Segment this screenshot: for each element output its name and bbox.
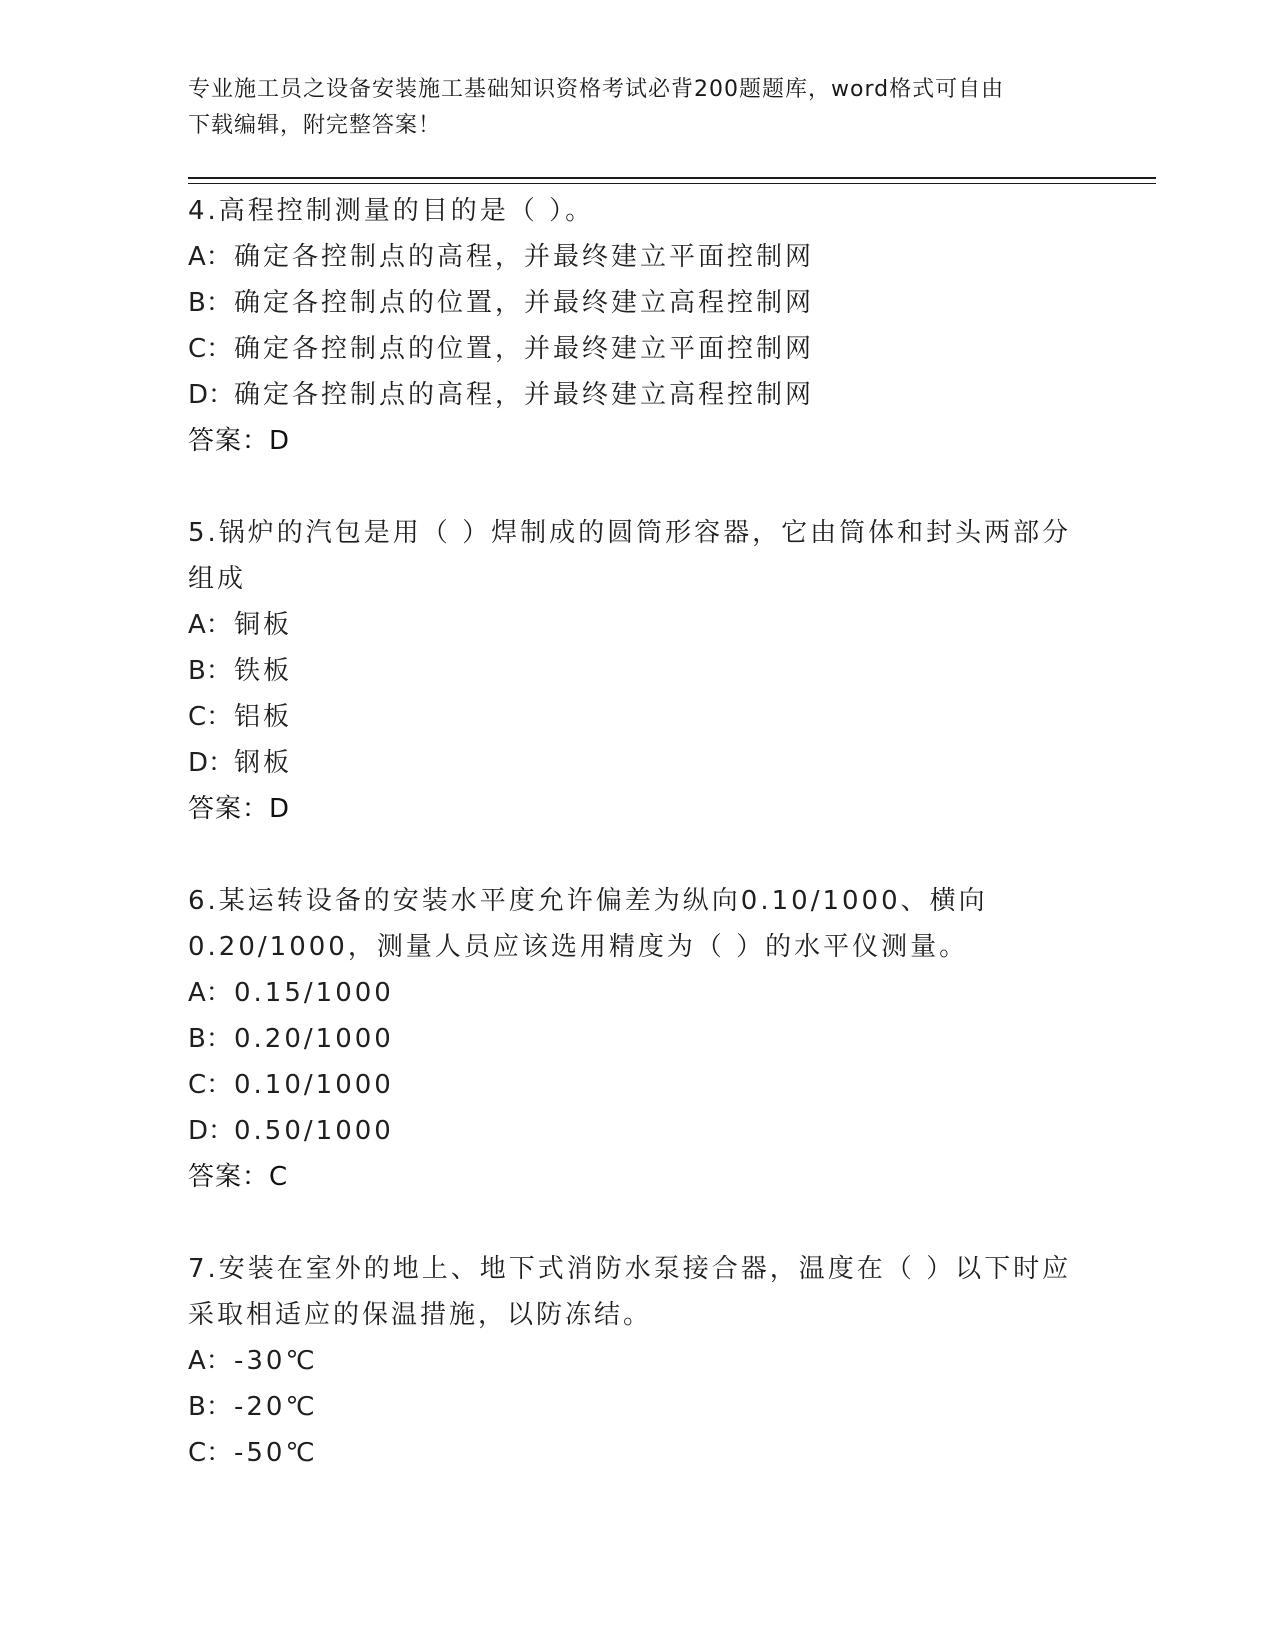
option-row <box>188 372 1088 418</box>
option-row <box>188 740 1088 786</box>
question-stem-line: 4.高程控制测量的目的是（ ）。 <box>188 196 595 226</box>
option-row <box>188 648 1088 694</box>
question-spacer <box>188 1200 1088 1246</box>
option-row <box>188 1384 1088 1430</box>
option-row <box>188 694 1088 740</box>
option-text: 钢板 <box>234 748 293 778</box>
option-label: A： <box>188 242 232 272</box>
option-label: C： <box>188 334 233 364</box>
option-text: 铁板 <box>234 656 293 686</box>
option-label: D： <box>188 1116 235 1146</box>
question-spacer <box>188 832 1088 878</box>
option-row <box>188 602 1088 648</box>
option-text: 确定各控制点的高程，并最终建立平面控制网 <box>234 242 815 272</box>
question-block <box>188 1246 1088 1476</box>
question-block <box>188 510 1088 832</box>
option-row <box>188 1338 1088 1384</box>
option-text: -50℃ <box>234 1438 318 1468</box>
option-text: 确定各控制点的位置，并最终建立平面控制网 <box>234 334 815 364</box>
header-line-1: 专业施工员之设备安装施工基础知识资格考试必背200题题库，word格式可自由 <box>188 77 1005 102</box>
header-line-2: 下载编辑，附完整答案！ <box>188 113 442 138</box>
option-label: C： <box>188 702 233 732</box>
question-block <box>188 878 1088 1200</box>
option-label: D： <box>188 748 235 778</box>
option-text: -30℃ <box>234 1346 318 1376</box>
option-text: 铝板 <box>234 702 293 732</box>
option-label: A： <box>188 978 232 1008</box>
option-label: D： <box>188 380 235 410</box>
option-text: 0.10/1000 <box>234 1070 394 1100</box>
answer-line: 答案：D <box>188 426 291 456</box>
option-text: 0.50/1000 <box>234 1116 394 1146</box>
option-row <box>188 1430 1088 1476</box>
option-row <box>188 326 1088 372</box>
option-row <box>188 1108 1088 1154</box>
option-row <box>188 970 1088 1016</box>
question-stem-line: 组成 <box>188 564 247 594</box>
option-row <box>188 1062 1088 1108</box>
option-text: 铜板 <box>234 610 293 640</box>
option-row <box>188 280 1088 326</box>
option-label: B： <box>188 1392 232 1422</box>
question-stem-line: 采取相适应的保温措施，以防冻结。 <box>188 1300 653 1330</box>
answer-line: 答案：C <box>188 1162 289 1192</box>
question-stem-line: 0.20/1000，测量人员应该选用精度为（ ）的水平仪测量。 <box>188 932 969 962</box>
answer-line: 答案：D <box>188 794 291 824</box>
option-label: B： <box>188 1024 232 1054</box>
question-spacer <box>188 464 1088 510</box>
option-text: 确定各控制点的高程，并最终建立高程控制网 <box>234 380 815 410</box>
option-row <box>188 234 1088 280</box>
option-text: 0.20/1000 <box>234 1024 394 1054</box>
option-label: C： <box>188 1438 233 1468</box>
question-stem-line: 7.安装在室外的地上、地下式消防水泵接合器，温度在（ ）以下时应 <box>188 1254 1072 1284</box>
header-divider-thin <box>188 183 1156 184</box>
option-text: 确定各控制点的位置，并最终建立高程控制网 <box>234 288 815 318</box>
question-block <box>188 188 1088 464</box>
question-stem-line: 5.锅炉的汽包是用（ ）焊制成的圆筒形容器，它由筒体和封头两部分 <box>188 518 1072 548</box>
document-header <box>188 72 1068 144</box>
question-stem-line: 6.某运转设备的安装水平度允许偏差为纵向0.10/1000、横向 <box>188 886 988 916</box>
option-label: A： <box>188 1346 232 1376</box>
option-label: B： <box>188 656 232 686</box>
option-label: A： <box>188 610 232 640</box>
header-divider <box>188 177 1156 179</box>
option-text: -20℃ <box>234 1392 318 1422</box>
option-label: C： <box>188 1070 233 1100</box>
option-label: B： <box>188 288 232 318</box>
option-row <box>188 1016 1088 1062</box>
option-text: 0.15/1000 <box>234 978 394 1008</box>
question-list <box>188 188 1088 1476</box>
